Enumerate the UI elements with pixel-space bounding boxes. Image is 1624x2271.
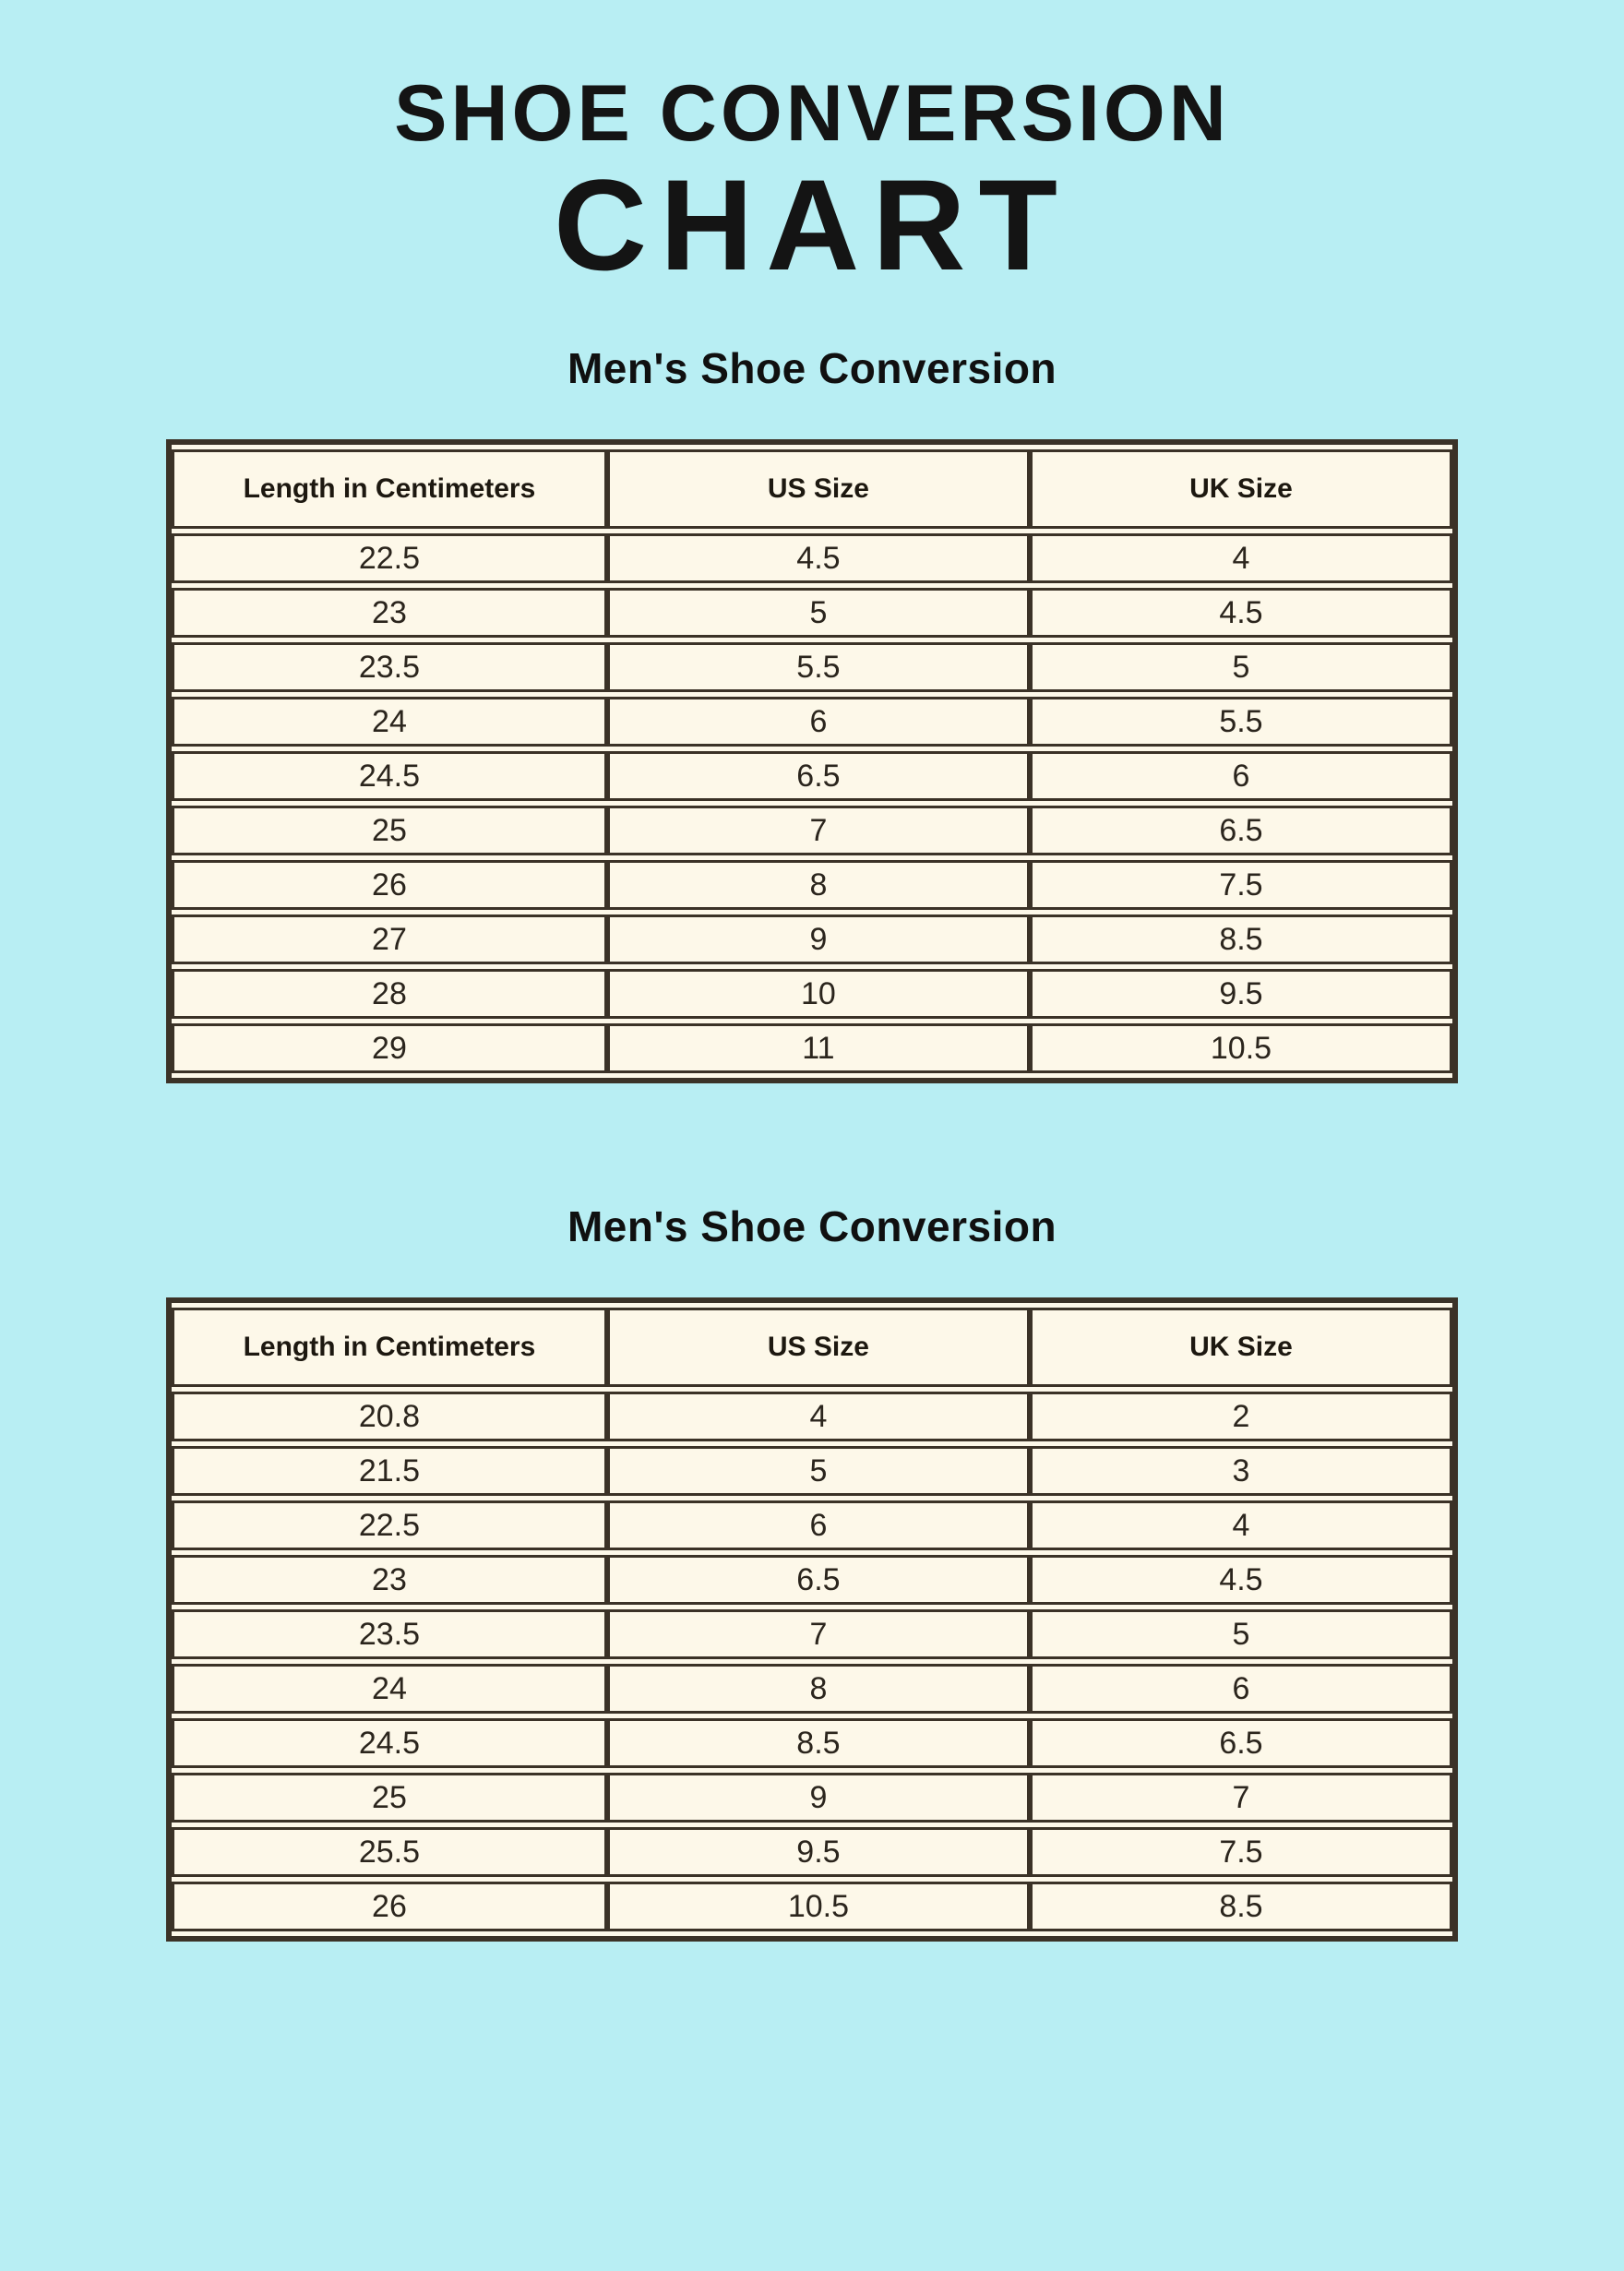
column-header: US Size: [607, 1308, 1030, 1387]
table-cell: 9: [607, 914, 1030, 964]
table-cell: 20.8: [172, 1392, 607, 1441]
table-cell: 22.5: [172, 1500, 607, 1550]
table-row: [172, 1392, 1452, 1441]
table-cell: 25.5: [172, 1827, 607, 1877]
table-cell: 7.5: [1030, 860, 1452, 910]
table-cell: 8.5: [1030, 914, 1452, 964]
table-cell: 6: [1030, 1664, 1452, 1714]
table-cell: 25: [172, 1773, 607, 1823]
table-cell: 6.5: [607, 751, 1030, 801]
table-row: [172, 1773, 1452, 1823]
table-cell: 8.5: [1030, 1882, 1452, 1931]
table-row: [172, 1023, 1452, 1073]
table-cell: 24: [172, 1664, 607, 1714]
table-row: [172, 642, 1452, 692]
table-cell: 8.5: [607, 1718, 1030, 1768]
column-header: UK Size: [1030, 449, 1452, 529]
table-cell: 4: [607, 1392, 1030, 1441]
table-cell: 6: [607, 697, 1030, 747]
page-title-line1: SHOE CONVERSION: [394, 69, 1230, 158]
table-row: [172, 751, 1452, 801]
table-cell: 4.5: [607, 533, 1030, 583]
table-row: [172, 588, 1452, 638]
table-row: [172, 1664, 1452, 1714]
table-row: [172, 697, 1452, 747]
table-row: [172, 860, 1452, 910]
table-cell: 9: [607, 1773, 1030, 1823]
table-cell: 4: [1030, 533, 1452, 583]
table-row: [172, 1609, 1452, 1659]
header-row: [172, 449, 1452, 529]
table-row: [172, 969, 1452, 1019]
table-cell: 4.5: [1030, 1555, 1452, 1605]
table-cell: 8: [607, 860, 1030, 910]
table-cell: 10.5: [1030, 1023, 1452, 1073]
table-cell: 7: [607, 806, 1030, 855]
table-cell: 6: [607, 1500, 1030, 1550]
table-cell: 28: [172, 969, 607, 1019]
table-cell: 6.5: [607, 1555, 1030, 1605]
table-cell: 23.5: [172, 642, 607, 692]
table-row: [172, 806, 1452, 855]
table-cell: 25: [172, 806, 607, 855]
table-cell: 7.5: [1030, 1827, 1452, 1877]
table-cell: 22.5: [172, 533, 607, 583]
table-cell: 24: [172, 697, 607, 747]
table-cell: 24.5: [172, 1718, 607, 1768]
table-cell: 4: [1030, 1500, 1452, 1550]
table-cell: 23: [172, 588, 607, 638]
table-cell: 6: [1030, 751, 1452, 801]
table-cell: 8: [607, 1664, 1030, 1714]
column-header: US Size: [607, 449, 1030, 529]
table-cell: 4.5: [1030, 588, 1452, 638]
column-header: UK Size: [1030, 1308, 1452, 1387]
table-cell: 5: [607, 1446, 1030, 1496]
table-row: [172, 1882, 1452, 1931]
table-cell: 5.5: [607, 642, 1030, 692]
table-cell: 5: [1030, 1609, 1452, 1659]
table-row: [172, 914, 1452, 964]
conversion-section-2: [0, 1201, 1624, 1942]
column-header: Length in Centimeters: [172, 449, 607, 529]
table-cell: 26: [172, 1882, 607, 1931]
column-header: Length in Centimeters: [172, 1308, 607, 1387]
table-cell: 21.5: [172, 1446, 607, 1496]
page-title-line2: CHART: [554, 152, 1070, 297]
table-cell: 3: [1030, 1446, 1452, 1496]
table-row: [172, 533, 1452, 583]
table-cell: 5: [607, 588, 1030, 638]
table-cell: 27: [172, 914, 607, 964]
table-cell: 29: [172, 1023, 607, 1073]
table-cell: 23: [172, 1555, 607, 1605]
conversion-section-1: [0, 343, 1624, 1083]
table-cell: 7: [607, 1609, 1030, 1659]
table-cell: 7: [1030, 1773, 1452, 1823]
table-cell: 10: [607, 969, 1030, 1019]
table-cell: 9.5: [607, 1827, 1030, 1877]
table-cell: 9.5: [1030, 969, 1452, 1019]
table-row: [172, 1555, 1452, 1605]
table-cell: 23.5: [172, 1609, 607, 1659]
table-row: [172, 1718, 1452, 1768]
table-cell: 5: [1030, 642, 1452, 692]
table-row: [172, 1827, 1452, 1877]
table-cell: 11: [607, 1023, 1030, 1073]
section-heading-1: Men's Shoe Conversion: [567, 344, 1057, 392]
table-cell: 10.5: [607, 1882, 1030, 1931]
conversion-table-1: [166, 439, 1458, 1083]
table-cell: 6.5: [1030, 806, 1452, 855]
table-cell: 6.5: [1030, 1718, 1452, 1768]
table-cell: 2: [1030, 1392, 1452, 1441]
conversion-table-2: [166, 1297, 1458, 1942]
table-cell: 26: [172, 860, 607, 910]
table-cell: 5.5: [1030, 697, 1452, 747]
table-row: [172, 1446, 1452, 1496]
section-heading-2: Men's Shoe Conversion: [567, 1202, 1057, 1250]
table-cell: 24.5: [172, 751, 607, 801]
table-row: [172, 1500, 1452, 1550]
header-row: [172, 1308, 1452, 1387]
